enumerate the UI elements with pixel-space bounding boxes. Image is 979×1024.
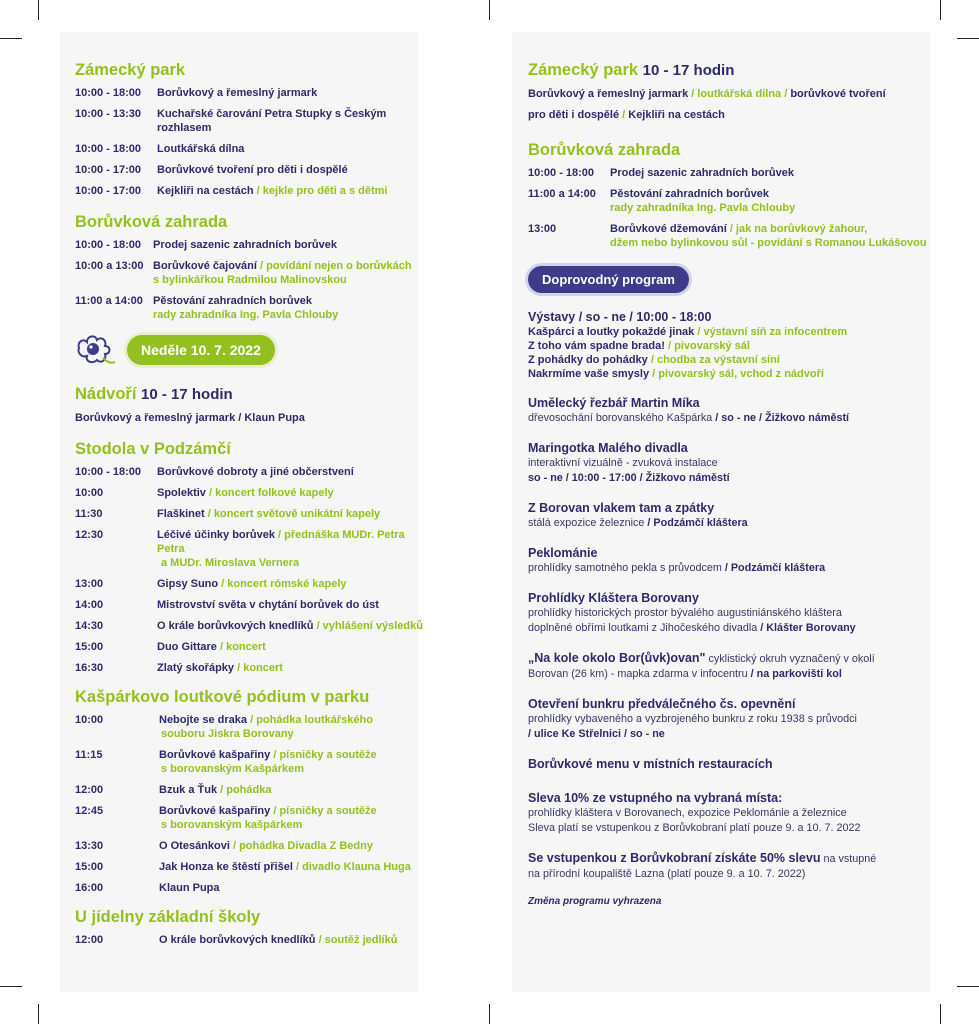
schedule-time: 13:30 (75, 840, 104, 852)
crop-mark (940, 1004, 941, 1024)
schedule-event: Prodej sazenic zahradních borůvek (610, 167, 795, 179)
vstupenka-line-2: na přírodní koupaliště Lazna (platí pouze 9. a 10. 7. 2022) (528, 868, 806, 880)
schedule-row (75, 860, 435, 874)
schedule-event: Borůvkový a řemeslný jarmark (157, 87, 318, 99)
crop-mark (957, 986, 979, 987)
sleva-line-1: prohlídky kláštera v Borovanech, expozice Peklománie a železnice (528, 807, 847, 819)
schedule-time: 10:00 (75, 487, 104, 499)
schedule-time: 10:00 - 18:00 (528, 167, 595, 179)
schedule-row (75, 259, 435, 287)
schedule-row (75, 238, 435, 252)
schedule-time: 11:00 a 14:00 (528, 188, 596, 200)
schedule-event: Pěstování zahradních borůvek rady zahradníka Ing. Pavla Chlouby (610, 187, 948, 215)
right-column (528, 60, 948, 907)
section-stodola (75, 439, 435, 675)
section-kasparkovo (75, 687, 435, 895)
schedule-row (75, 528, 435, 570)
schedule-event: Duo Gittare / koncert (157, 641, 266, 653)
section-title: Zámecký park 10 - 17 hodin (528, 61, 735, 79)
schedule-event-detail: souboru Jiskra Borovany (161, 728, 294, 740)
schedule-event: Nebojte se draka / pohádka loutkářského souboru Jiskra Borovany (159, 713, 435, 741)
schedule-event-detail: a MUDr. Miroslava Vernera (161, 557, 300, 569)
schedule-row (75, 507, 435, 521)
crop-mark (38, 1004, 39, 1024)
schedule-event: Pěstování zahradních borůvek rady zahradníka Ing. Pavla Chlouby (153, 294, 435, 322)
schedule-row (528, 222, 948, 250)
section-title: Nádvoří 10 - 17 hodin (75, 385, 233, 403)
schedule-time: 11:30 (75, 508, 103, 520)
schedule-row (75, 839, 435, 853)
schedule-event: Borůvkové dobroty a jiné občerstvení (157, 466, 354, 478)
schedule-row (528, 187, 948, 215)
vystavy-block (528, 309, 948, 381)
sunday-date-badge: Neděle 10. 7. 2022 (127, 335, 275, 365)
schedule-row (75, 881, 435, 895)
blueberry-flower-icon (75, 332, 119, 368)
schedule-time: 14:30 (75, 620, 104, 632)
section-title: Stodola v Podzámčí (75, 440, 231, 458)
schedule-event: O krále borůvkových knedlíků / vyhlášení výsledků (157, 620, 423, 632)
schedule-row (75, 465, 435, 479)
schedule-event: O krále borůvkových knedlíků / soutěž jedlíků (159, 934, 398, 946)
section-title: Borůvková zahrada (528, 141, 681, 159)
menu-title: Borůvkové menu v místních restauracích (528, 757, 773, 771)
schedule-time: 12:30 (75, 529, 104, 541)
schedule-row (528, 166, 948, 180)
schedule-row (75, 661, 435, 675)
schedule-row (75, 486, 435, 500)
exhibition-line: Z toho vám spadne brada! / pivovarský sál (528, 340, 750, 352)
crop-mark (957, 38, 979, 39)
menu-block (528, 756, 948, 772)
schedule-event-detail: s borovanským kašpárkem (161, 819, 303, 831)
info-block-line: doplněné obřími loutkami z Jihočeského divadla / Klášter Borovany (528, 622, 856, 634)
schedule-time: 10:00 (75, 714, 104, 726)
schedule-event: Bzuk a Ťuk / pohádka (159, 784, 272, 796)
schedule-row (75, 107, 435, 135)
schedule-event: O Otesánkovi / pohádka Divadla Z Bedny (159, 840, 373, 852)
schedule-event: Klaun Pupa (159, 882, 220, 894)
schedule-event: Jak Honza ke štěstí přišel / divadlo Klauna Huga (159, 861, 411, 873)
section-boruvkova-zahrada-right (528, 140, 948, 250)
vystavy-title: Výstavy / so - ne / 10:00 - 18:00 (528, 310, 712, 324)
schedule-time: 13:00 (528, 223, 557, 235)
section-nadvori (75, 384, 435, 425)
schedule-row (75, 804, 435, 832)
nadvori-line: Borůvkový a řemeslný jarmark / Klaun Pupa (75, 412, 305, 424)
schedule-row (75, 640, 435, 654)
schedule-time: 10:00 - 17:00 (75, 185, 142, 197)
info-block-line: dřevosochání borovanského Kašpárka / so - ne / Žižkovo náměstí (528, 412, 850, 424)
crop-mark (0, 986, 22, 987)
zamecky-line-1: Borůvkový a řemeslný jarmark / loutkářská dílna / borůvkové tvoření (528, 88, 886, 100)
exhibition-line: Kašpárci a loutky pokaždé jinak / výstavní síň za infocentrem (528, 326, 848, 338)
schedule-event: Loutkářská dílna (157, 143, 245, 155)
schedule-time: 10:00 a 13:00 (75, 260, 144, 272)
schedule-time: 13:00 (75, 578, 104, 590)
schedule-event: Flaškinet / koncert světově unikátní kapely (157, 508, 381, 520)
schedule-event: Borůvkové džemování / jak na borůvkový žahour, džem nebo bylinkovou sůl - povídání s Romanou Lukášovou (610, 222, 948, 250)
schedule-time: 15:00 (75, 861, 104, 873)
schedule-event: Spolektiv / koncert folkové kapely (157, 487, 334, 499)
info-block (528, 545, 948, 576)
sleva-block (528, 790, 948, 836)
bunkr-block (528, 696, 948, 742)
schedule-time: 10:00 - 17:00 (75, 164, 142, 176)
bunkr-title: Otevření bunkru předválečného čs. opevnění (528, 697, 796, 711)
info-block-title: Peklománie (528, 546, 598, 560)
program-change-note: Změna programu vyhrazena (528, 896, 662, 907)
schedule-time: 15:00 (75, 641, 104, 653)
crop-mark (0, 38, 22, 39)
schedule-event: Borůvkové tvoření pro děti i dospělé (157, 164, 348, 176)
exhibition-line: Z pohádky do pohádky / chodba za výstavní síní (528, 354, 780, 366)
schedule-time: 12:45 (75, 805, 104, 817)
schedule-event: Kuchařské čarování Petra Stupky s Českým rozhlasem (157, 108, 387, 134)
schedule-row (75, 577, 435, 591)
kolo-line-2: Borovan (26 km) - mapka zdarma v infocentru / na parkovišti kol (528, 668, 842, 680)
schedule-time: 11:00 a 14:00 (75, 295, 143, 307)
schedule-time: 10:00 - 18:00 (75, 143, 142, 155)
schedule-time: 12:00 (75, 934, 104, 946)
schedule-row (75, 598, 435, 612)
schedule-time: 10:00 - 18:00 (75, 87, 142, 99)
info-block-line: prohlídky samotného pekla s průvodcem / Podzámčí kláštera (528, 562, 826, 574)
schedule-event: Borůvkové čajování / povídání nejen o borůvkách s bylinkářkou Radmilou Malinovskou (153, 259, 435, 287)
schedule-event: Kejkliři na cestách / kejkle pro děti a s dětmi (157, 185, 388, 197)
crop-mark (940, 0, 941, 20)
sleva-title: Sleva 10% ze vstupného na vybraná místa: (528, 791, 783, 805)
section-zamecky-park (75, 60, 435, 198)
crop-mark (489, 1004, 490, 1024)
bunkr-line-1: prohlídky vybaveného a vyzbrojeného bunkru z roku 1938 s průvodci (528, 713, 857, 725)
section-title: U jídelny základní školy (75, 908, 261, 926)
schedule-event: Léčivé účinky borůvek / přednáška MUDr. Petra Petra a MUDr. Miroslava Vernera (157, 528, 435, 570)
schedule-event: Borůvkové kašpařiny / písničky a soutěže s borovanským kašpárkem (159, 804, 435, 832)
crop-mark (489, 0, 490, 20)
schedule-event: Gipsy Suno / koncert rómské kapely (157, 578, 347, 590)
schedule-event-detail: džem nebo bylinkovou sůl - povídání s Romanou Lukášovou (610, 237, 927, 249)
schedule-event-detail: s borovanským Kašpárkem (161, 763, 305, 775)
schedule-event: Borůvkové kašpařiny / písničky a soutěže s borovanským Kašpárkem (159, 748, 435, 776)
info-block (528, 395, 948, 426)
schedule-row (75, 294, 435, 322)
schedule-time: 16:00 (75, 882, 104, 894)
zamecky-line-2: pro děti i dospělé / Kejkliři na cestách (528, 109, 725, 121)
info-block-line: interaktivní vizuálně - zvuková instalace (528, 457, 718, 469)
schedule-time: 11:15 (75, 749, 103, 761)
vstupenka-line-1: Se vstupenkou z Borůvkobraní získáte 50% slevu na vstupné (528, 851, 877, 865)
crop-mark (38, 0, 39, 20)
sleva-line-2: Sleva platí se vstupenkou z Borůvkobraní platí pouze 9. a 10. 7. 2022 (528, 822, 861, 834)
kolo-line-1: „Na kole okolo Bor(ůvk)ovan" cyklistický okruh vyznačený v okolí (528, 651, 875, 665)
schedule-row (75, 783, 435, 797)
schedule-event-detail: rady zahradníka Ing. Pavla Chlouby (610, 202, 796, 214)
left-column (75, 60, 435, 954)
vstupenka-block (528, 850, 948, 882)
schedule-row (75, 163, 435, 177)
exhibition-line: Nakrmíme vaše smysly / pivovarský sál, vchod z nádvoří (528, 368, 824, 380)
schedule-time: 10:00 - 13:30 (75, 108, 142, 120)
schedule-row (75, 142, 435, 156)
info-block-title: Z Borovan vlakem tam a zpátky (528, 501, 715, 515)
section-title: Borůvková zahrada (75, 213, 228, 231)
schedule-time: 16:30 (75, 662, 104, 674)
section-boruvkova-zahrada (75, 212, 435, 322)
info-block-title: Umělecký řezbář Martin Míka (528, 396, 700, 410)
info-block-title: Prohlídky Kláštera Borovany (528, 591, 699, 605)
doprovodny-program-badge: Doprovodný program (528, 266, 689, 293)
schedule-event-detail: s bylinkářkou Radmilou Malinovskou (153, 274, 347, 286)
schedule-row (75, 933, 435, 947)
info-block (528, 440, 948, 486)
schedule-event-detail: rady zahradníka Ing. Pavla Chlouby (153, 309, 339, 321)
info-block-title: Maringotka Malého divadla (528, 441, 688, 455)
schedule-time: 14:00 (75, 599, 104, 611)
info-block-line: prohlídky historických prostor bývalého augustiniánského kláštera (528, 607, 842, 619)
schedule-row (75, 713, 435, 741)
schedule-event: Mistrovství světa v chytání borůvek do úst (157, 599, 379, 611)
schedule-time: 10:00 - 18:00 (75, 466, 142, 478)
schedule-event: Prodej sazenic zahradních borůvek (153, 239, 338, 251)
bunkr-line-2: / ulice Ke Střelnici / so - ne (528, 728, 665, 740)
schedule-event: Zlatý skořápky / koncert (157, 662, 283, 674)
schedule-time: 12:00 (75, 784, 104, 796)
schedule-row (75, 619, 435, 633)
schedule-row (75, 86, 435, 100)
day-header (75, 332, 435, 368)
schedule-time: 10:00 - 18:00 (75, 239, 142, 251)
info-block-line: so - ne / 10:00 - 17:00 / Žižkovo náměstí (528, 472, 730, 484)
schedule-row (75, 184, 435, 198)
section-zamecky-park-right (528, 60, 948, 122)
kolo-block (528, 650, 948, 682)
info-block-line: stálá expozice železnice / Podzámčí kláštera (528, 517, 748, 529)
info-block (528, 590, 948, 636)
section-title: Zámecký park (75, 61, 186, 79)
schedule-row (75, 748, 435, 776)
section-jidelna (75, 907, 435, 947)
section-title: Kašpárkovo loutkové pódium v parku (75, 688, 370, 706)
info-block (528, 500, 948, 531)
